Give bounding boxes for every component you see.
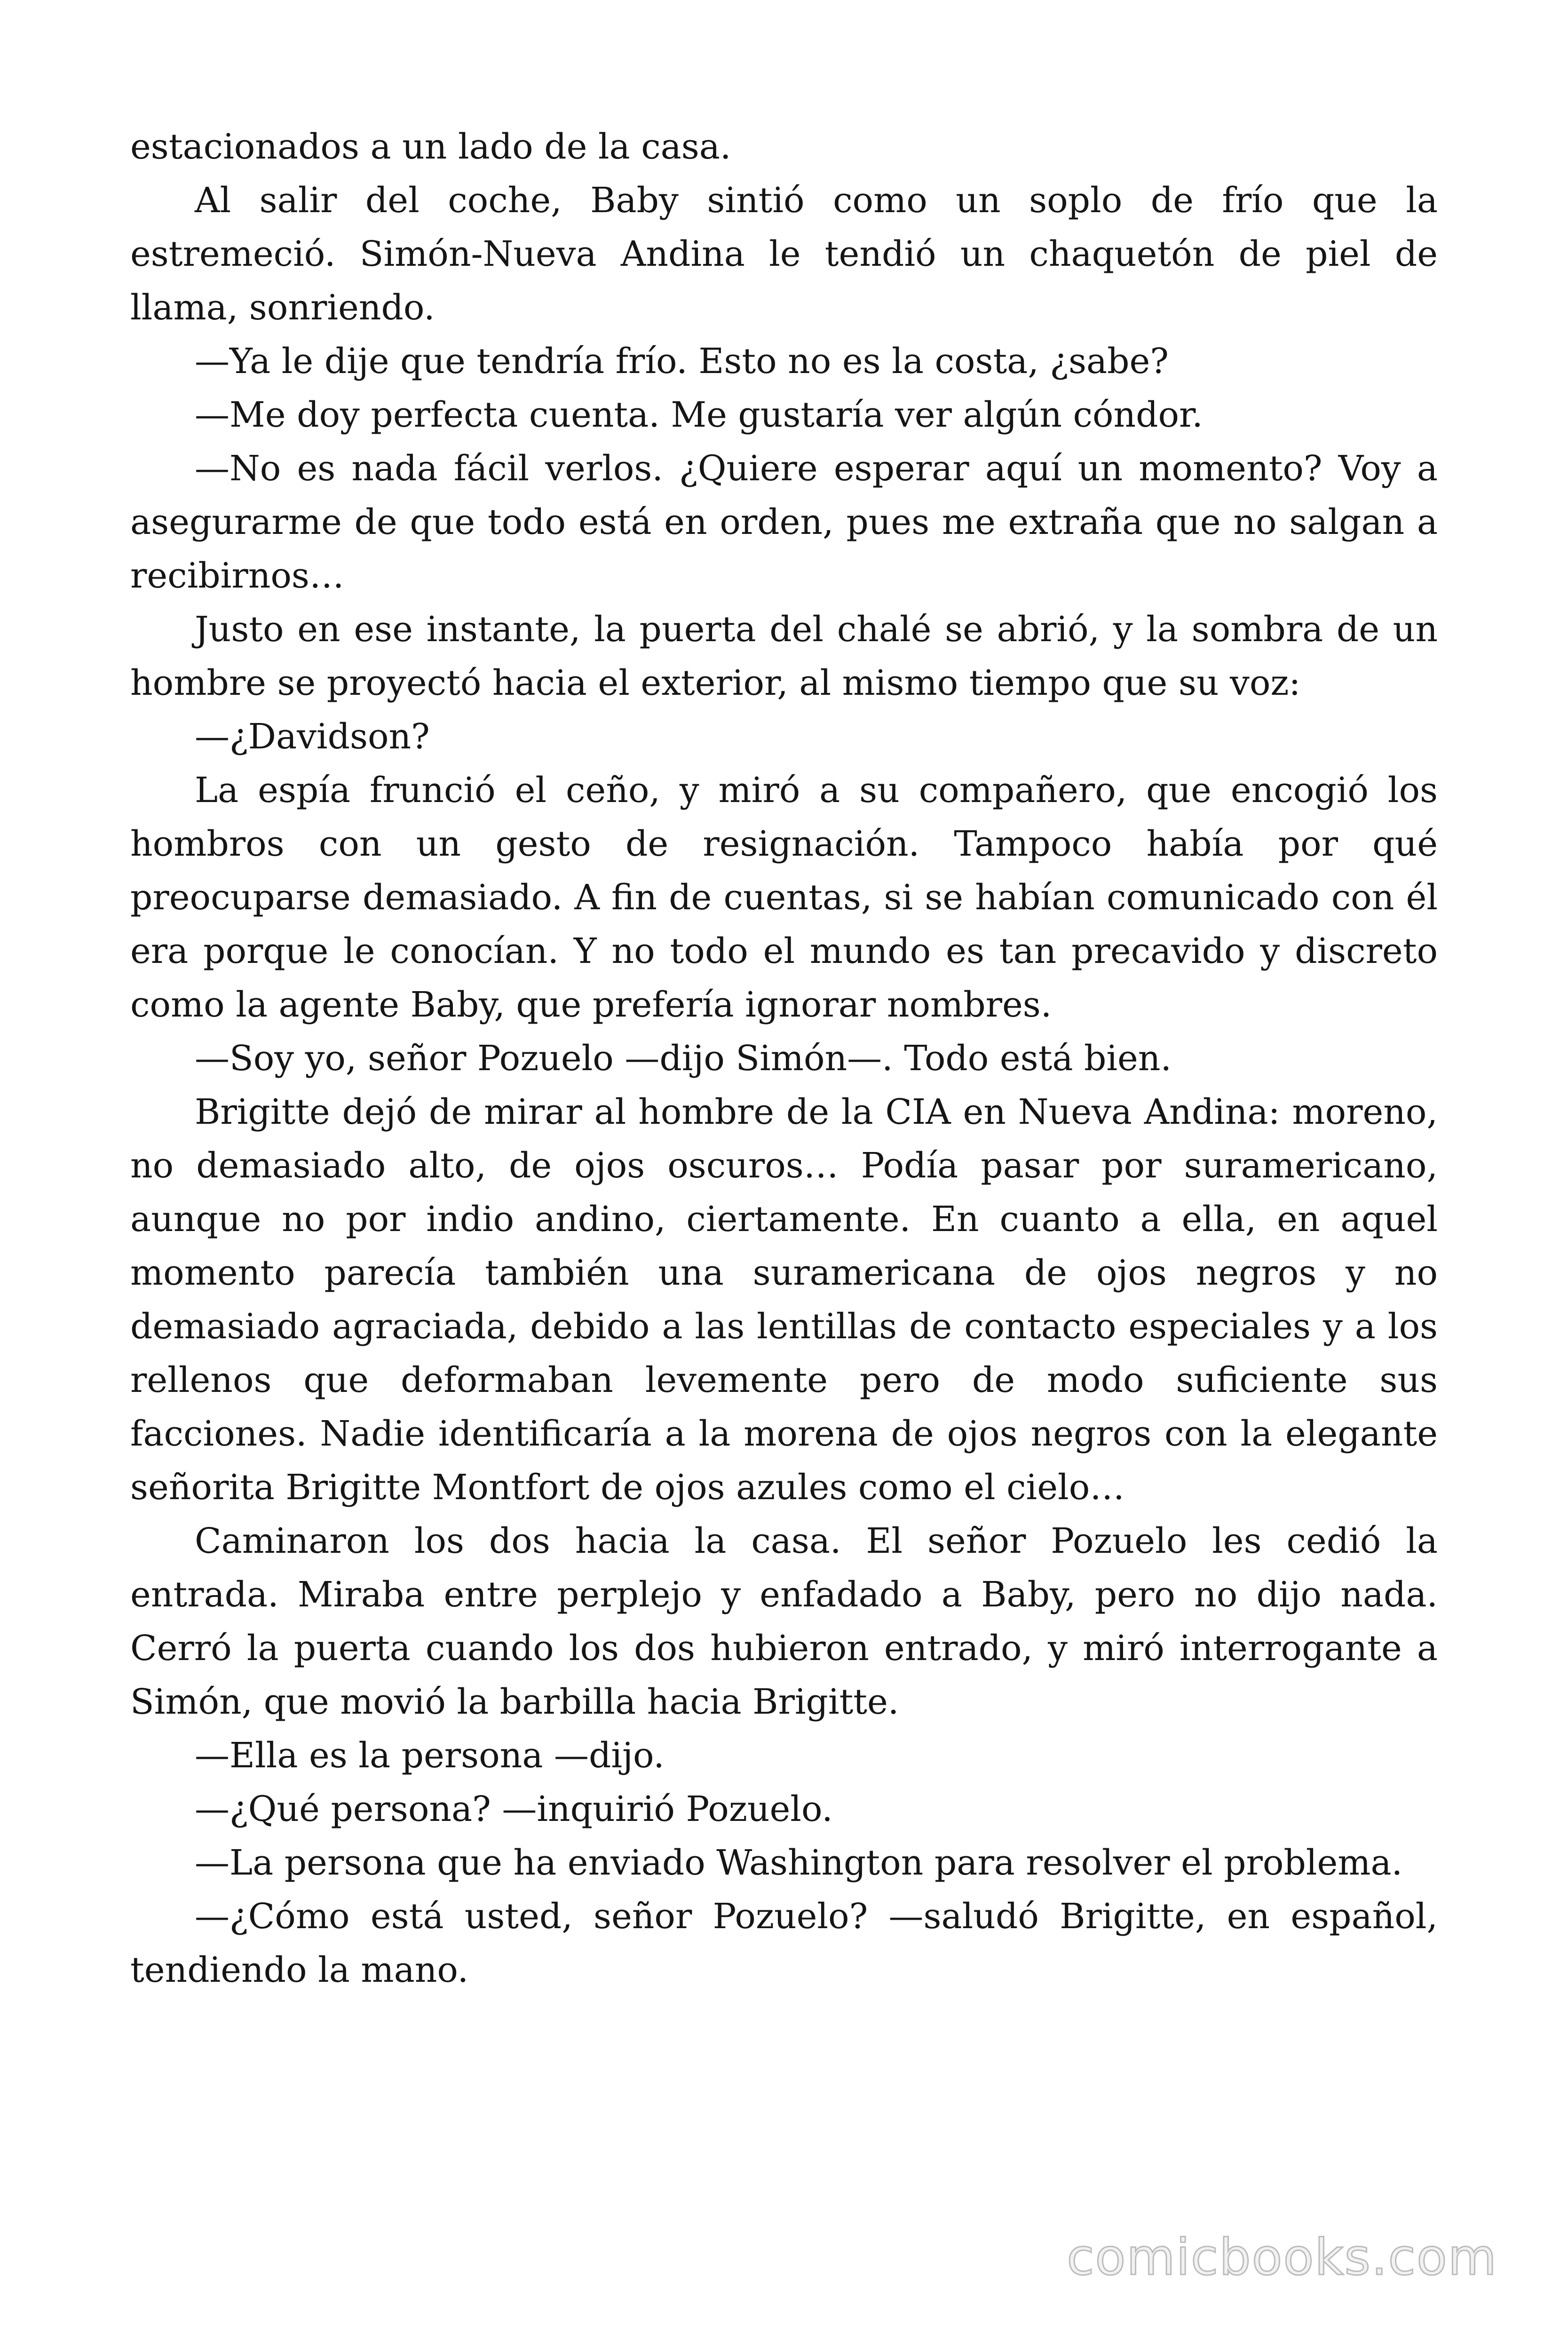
dialogue-line: —Ella es la persona —dijo. xyxy=(195,1735,665,1776)
dialogue-line: —¿Davidson? xyxy=(195,716,430,757)
paragraph: Brigitte dejó de mirar al hombre de la CIA en Nueva Andina: moreno, no demasiado alto, de ojos oscuros… Podía pasar por suramericano, aunque no por indio andino, ciertamente. En cuanto a ella, en aquel momento parecía también una suramericana de ojos negros y no demasiado agraciada, debido a las lentillas de contacto especiales y a los rellenos que deformaban levemente pero de modo suficiente sus facciones. Nadie identificaría a la morena de ojos negros con la elegante señorita Brigitte Montfort de ojos azules como el cielo… xyxy=(130,1092,1438,1508)
dialogue-line: —Ya le dije que tendría frío. Esto no es la costa, ¿sabe? xyxy=(195,341,1169,381)
dialogue-line: —La persona que ha enviado Washington para resolver el problema. xyxy=(195,1843,1403,1883)
paragraph: Caminaron los dos hacia la casa. El señor Pozuelo les cedió la entrada. Miraba entre perplejo y enfadado a Baby, pero no dijo nada. Cerró la puerta cuando los dos hubieron entrado, y miró interrogante a Simón, que movió la barbilla hacia Brigitte. xyxy=(130,1521,1438,1722)
watermark: comicbooks.com xyxy=(1067,2228,1497,2286)
body-text xyxy=(130,120,1438,1997)
paragraph-continuation: estacionados a un lado de la casa. xyxy=(130,127,731,167)
dialogue-line: —Me doy perfecta cuenta. Me gustaría ver algún cóndor. xyxy=(195,395,1203,435)
paragraph: La espía frunció el ceño, y miró a su compañero, que encogió los hombros con un gesto de resignación. Tampoco había por qué preocuparse demasiado. A fin de cuentas, si se habían comunicado con él era porque le conocían. Y no todo el mundo es tan precavido y discreto como la agente Baby, que prefería ignorar nombres. xyxy=(130,770,1438,1025)
dialogue-line: —¿Cómo está usted, señor Pozuelo? —saludó Brigitte, en español, tendiendo la mano. xyxy=(130,1896,1438,1990)
dialogue-line: —Soy yo, señor Pozuelo —dijo Simón—. Todo está bien. xyxy=(195,1038,1172,1079)
dialogue-line: —No es nada fácil verlos. ¿Quiere esperar aquí un momento? Voy a asegurarme de que todo está en orden, pues me extraña que no salgan a recibirnos… xyxy=(130,448,1438,596)
paragraph: Justo en ese instante, la puerta del chalé se abrió, y la sombra de un hombre se proyectó hacia el exterior, al mismo tiempo que su voz: xyxy=(130,609,1438,703)
dialogue-line: —¿Qué persona? —inquirió Pozuelo. xyxy=(195,1789,833,1829)
paragraph: Al salir del coche, Baby sintió como un soplo de frío que la estremeció. Simón-Nueva Andina le tendió un chaquetón de piel de llama, sonriendo. xyxy=(130,180,1438,328)
